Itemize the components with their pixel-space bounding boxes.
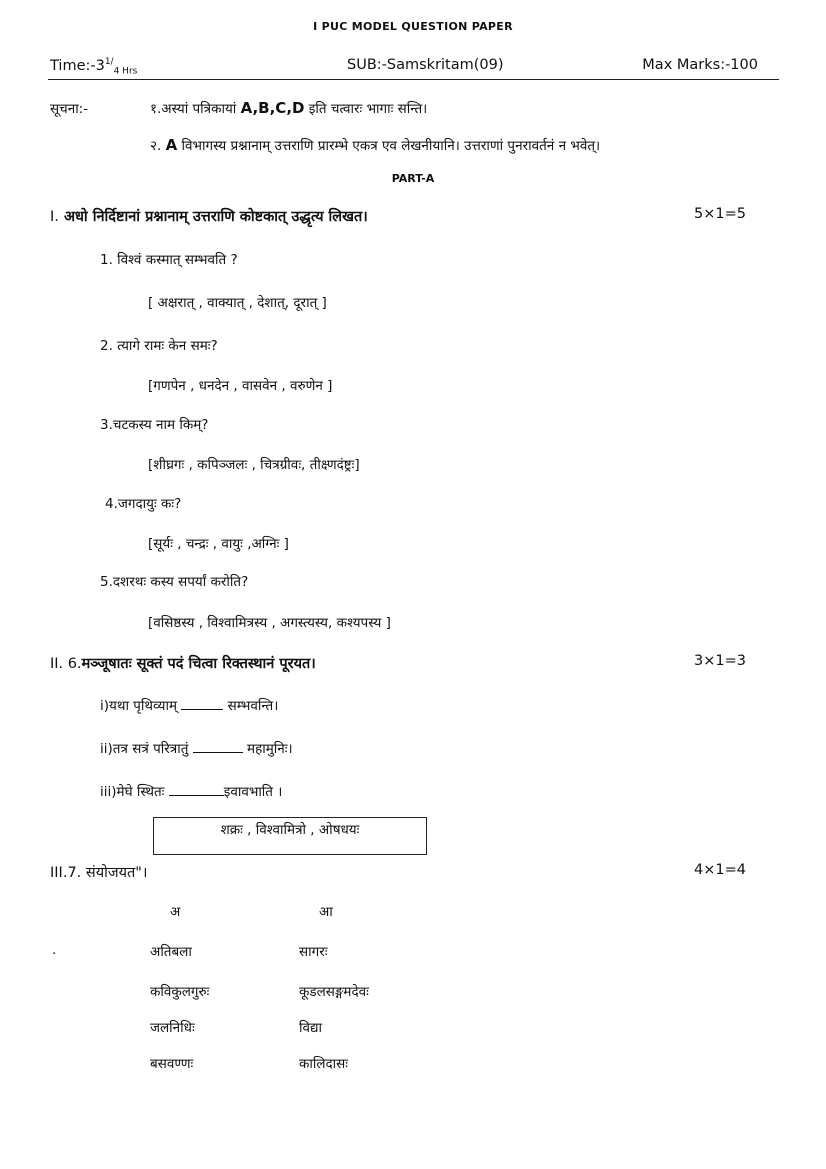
section-2-marks: 3×1=3: [694, 653, 746, 669]
time-label: $Time:-3^{1/}_{4 Hrs}$: [50, 57, 138, 77]
question-5-options: [वसिष्ठस्य , विश्वामित्रस्य , अगस्त्यस्य, कश्यपस्य ]: [148, 615, 391, 631]
question-3-options: [शीघ्रगः , कपिञ्जलः , चित्रग्रीवः, तीक्ष्णदंष्ट्रः]: [148, 457, 360, 473]
instruction-1: १.अस्यां पत्रिकायां A,B,C,D इति चत्वारः भागाः सन्ति।: [150, 99, 428, 117]
match-a-4: बसवण्णः: [150, 1056, 194, 1072]
part-a-heading: PART-A: [391, 172, 435, 185]
section-3-heading: III.7. संयोजयत"।: [50, 865, 148, 881]
section-1-marks: 5×1=5: [694, 206, 746, 222]
section-1-heading: I. अधो निर्दिष्टानां प्रश्नानाम् उत्तराणि कोष्टकात् उद्धृत्य लिखत।: [50, 209, 368, 225]
match-b-1: सागरः: [299, 944, 328, 960]
stray-dot: .: [52, 942, 57, 958]
question-4-options: [सूर्यः , चन्द्रः , वायुः ,अग्निः ]: [148, 536, 289, 552]
instruction-2: २. A विभागस्य प्रश्नानाम् उत्तराणि प्रारम्भे एकत्र एव लेखनीयानि। उत्तराणां पुनरावर्तनं न भवेत्।: [150, 136, 601, 154]
match-a-1: अतिबला: [150, 944, 192, 960]
max-marks-label: Max Marks:-100: [642, 57, 758, 73]
question-1-options: [ अक्षरात् , वाक्यात् , देशात्, दूरात् ]: [148, 295, 327, 311]
question-2: 2. त्यागे रामः केन समः?: [100, 338, 218, 354]
instructions-label: सूचना:-: [50, 101, 89, 117]
column-a-heading: अ: [170, 904, 181, 920]
section-3-marks: 4×1=4: [694, 862, 746, 878]
match-b-2: कूडलसङ्गमदेवः: [299, 984, 369, 1000]
header-divider: [48, 79, 779, 80]
question-3: 3.चटकस्य नाम किम्?: [100, 417, 209, 433]
blank-line: [169, 783, 224, 796]
section-2-heading: II. 6.मञ्जूषातः सूक्तं पदं चित्वा रिक्तस्थानं पूरयत।: [50, 656, 316, 672]
fill-blank-2: ii)तत्र सत्रं परित्रातुं महामुनिः।: [100, 741, 293, 757]
subject-label: SUB:-Samskritam(09): [347, 57, 504, 73]
match-b-3: विद्या: [299, 1020, 323, 1036]
match-b-4: कालिदासः: [299, 1056, 349, 1072]
question-2-options: [गणपेन , धनदेन , वासवेन , वरुणेन ]: [148, 378, 333, 394]
word-box: शक्रः , विश्वामित्रो , ओषधयः: [153, 817, 427, 855]
column-b-heading: आ: [319, 904, 333, 920]
blank-line: [193, 740, 243, 753]
question-1: 1. विश्वं कस्मात् सम्भवति ?: [100, 252, 238, 268]
paper-title: I PUC MODEL QUESTION PAPER: [313, 20, 513, 33]
blank-line: [181, 697, 223, 710]
question-5: 5.दशरथः कस्य सपर्यां करोति?: [100, 574, 249, 590]
fill-blank-3: iii)मेघे स्थितः इवावभाति ।: [100, 784, 283, 800]
fill-blank-1: i)यथा पृथिव्याम् सम्भवन्ति।: [100, 698, 279, 714]
match-a-2: कविकुलगुरुः: [150, 984, 210, 1000]
match-a-3: जलनिधिः: [150, 1020, 195, 1036]
question-4: 4.जगदायुः कः?: [105, 496, 182, 512]
